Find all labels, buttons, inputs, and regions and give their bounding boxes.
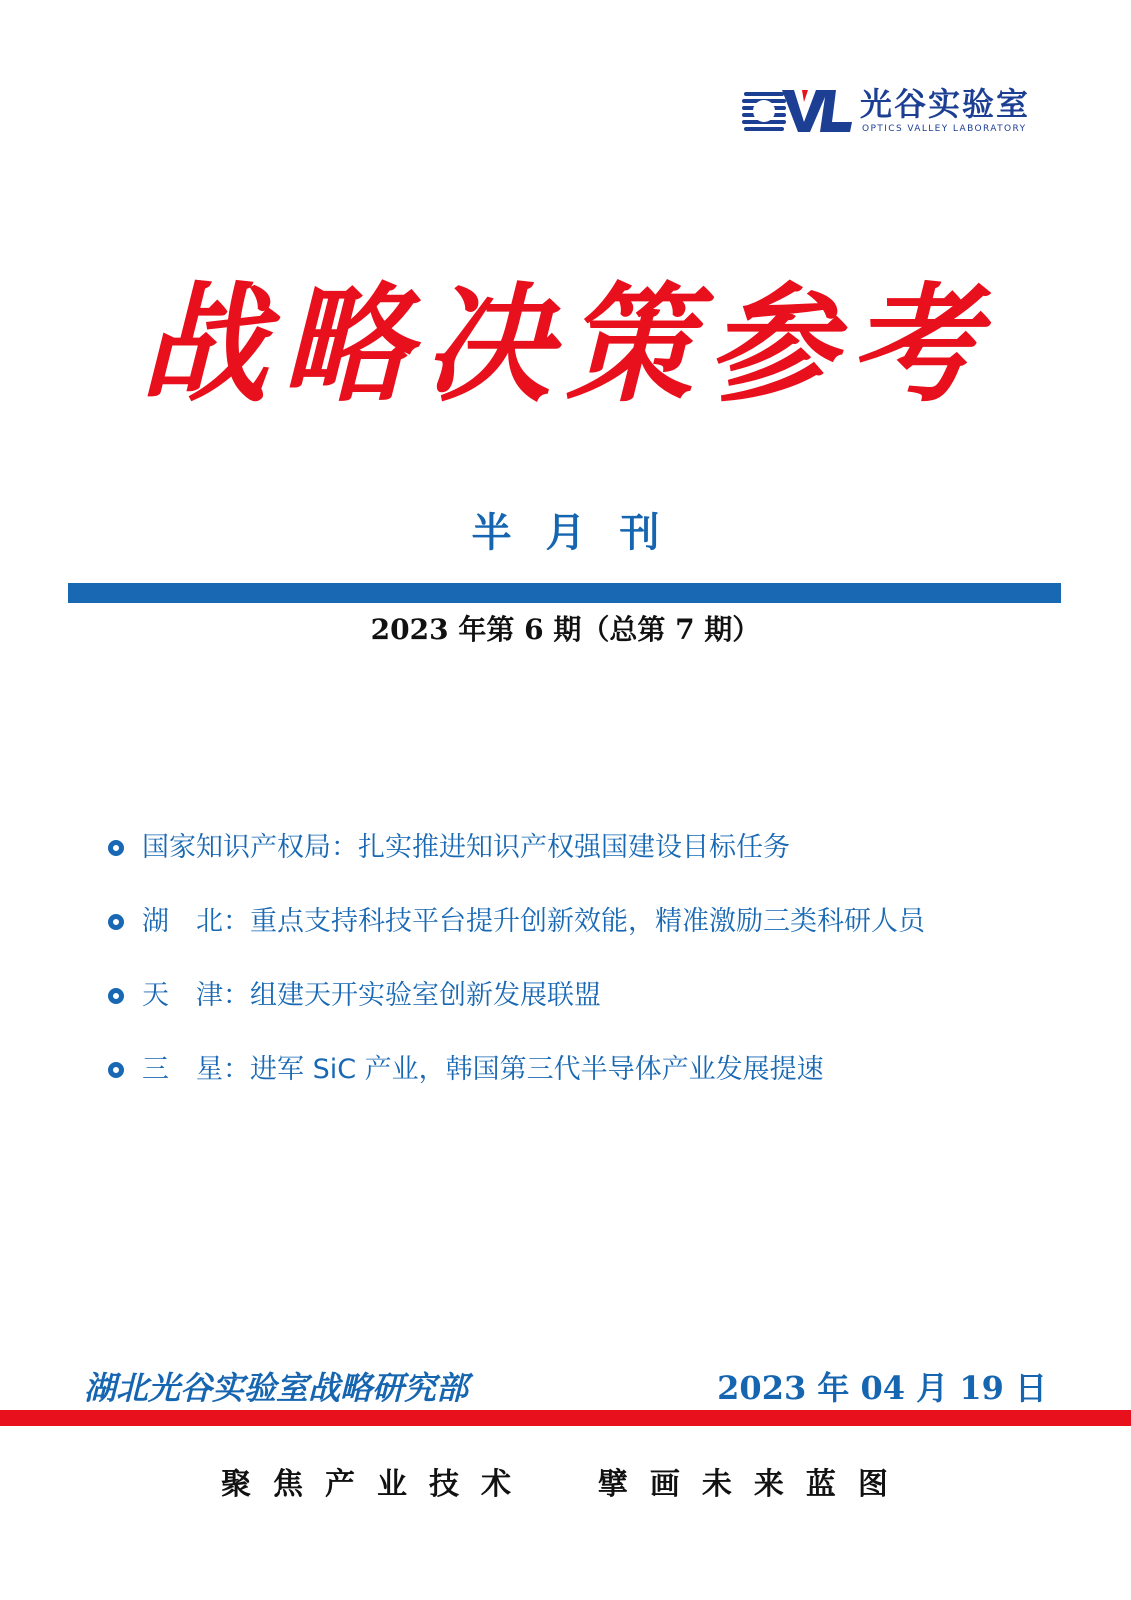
ring-bullet-icon	[108, 914, 124, 930]
ring-bullet-icon	[108, 988, 124, 1004]
contents-item-text: 三 星：进军 SiC 产业，韩国第三代半导体产业发展提速	[142, 1054, 824, 1085]
laboratory-logo	[742, 84, 1052, 142]
slogan: 聚焦产业技术 擘画未来蓝图	[221, 1467, 910, 1502]
contents-item-text: 湖 北：重点支持科技平台提升创新效能，精准激励三类科研人员	[142, 906, 925, 937]
publication-frequency: 半月刊	[471, 509, 694, 556]
contents-item	[108, 826, 1068, 900]
logo-name-cn: 光谷实验室	[860, 85, 1031, 123]
publication-title: 战略决策参考	[139, 270, 992, 420]
issue-number: 2023 年第 6 期（总第 7 期）	[370, 613, 761, 646]
ring-bullet-icon	[108, 840, 124, 856]
contents-item	[108, 974, 1068, 1048]
contents-item-text: 天 津：组建天开实验室创新发展联盟	[142, 980, 601, 1011]
ring-bullet-icon	[108, 1062, 124, 1078]
logo-name-en: OPTICS VALLEY LABORATORY	[862, 124, 1027, 134]
publication-date: 2023 年 04 月 19 日	[717, 1369, 1047, 1407]
contents-item	[108, 1048, 1068, 1122]
contents-list	[108, 826, 1068, 1122]
ovl-logo-mark-icon	[742, 86, 854, 136]
blue-divider	[68, 583, 1061, 603]
contents-item-text: 国家知识产权局：扎实推进知识产权强国建设目标任务	[142, 832, 790, 863]
red-divider	[0, 1410, 1131, 1426]
contents-item	[108, 900, 1068, 974]
publisher-name: 湖北光谷实验室战略研究部	[84, 1369, 469, 1407]
